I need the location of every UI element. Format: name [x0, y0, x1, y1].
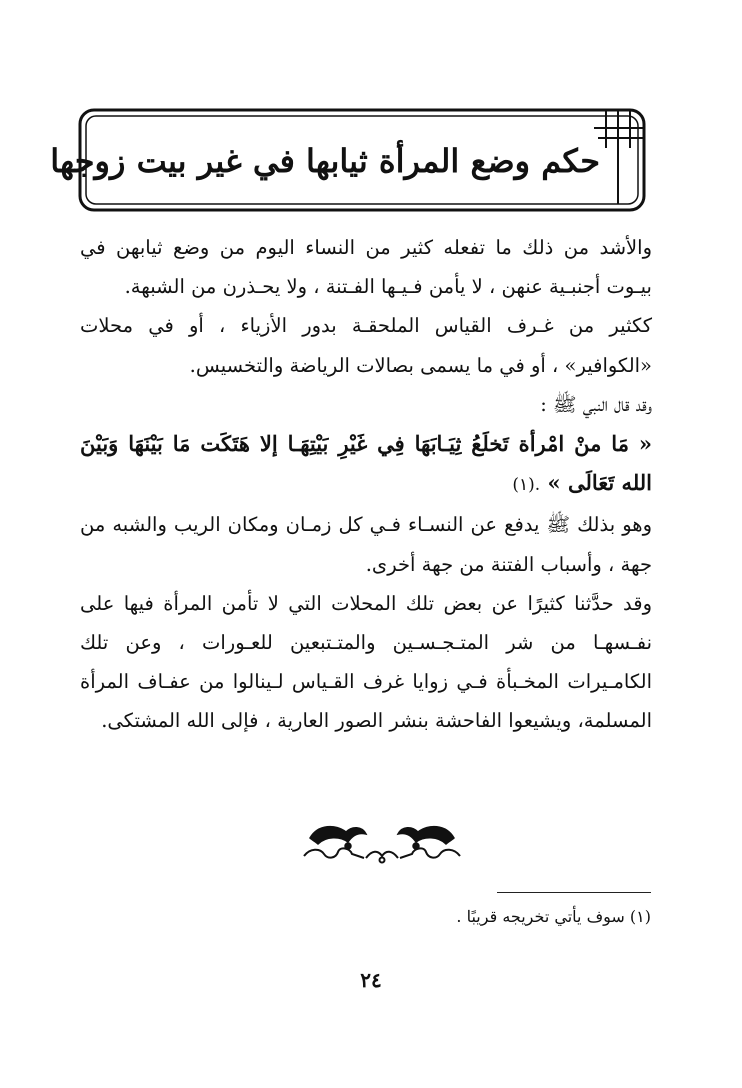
footnote-separator: [497, 892, 651, 893]
paragraph-3: وقد قال النبي ﷺ :: [540, 392, 652, 416]
hadith-text: « مَا منْ امْرأة تَخلَعُ ثِيَـابَهَا فِي غَيْرِ بَيْتِهَـا إلا هَتَكَت مَا بَيْنَهَا وَبَيْنَ الله تَعَالَى »: [80, 431, 652, 496]
footnote: (١) سوف يأتي تخريجه قريبًا .: [456, 907, 651, 926]
paragraph-2: ككثير من غـرف القياس الملحقـة بدور الأزياء ، أو في محلات «الكوافير» ، أو في ما يسمى بصالات الرياضة والتخسيس.: [80, 314, 652, 377]
page-title: حكم وضع المرأة ثيابها في غير بيت زوجها: [50, 142, 600, 180]
hadith-quote: [80, 424, 652, 505]
paragraph-4: وهو بذلك ﷺ يدفع عن النسـاء فـي كل زمـان ومكان الريب والشبه من جهة ، وأسباب الفتنة من جهة أخرى.: [80, 513, 652, 576]
paragraph-1: والأشد من ذلك ما تفعله كثير من النساء اليوم من وضع ثيابهن في بيـوت أجنبـية عنهن ، لا يأمن فـيـها الفـتنة ، ولا يحـذرن من الشبهة.: [80, 236, 652, 299]
section-divider-ornament: [296, 818, 468, 866]
hadith-reference: .(١): [512, 475, 541, 496]
body-text: [80, 228, 652, 741]
paragraph-5: وقد حدَّثنا كثيرًا عن بعض تلك المحلات التي لا تأمن المرأة فيها على نفـسهـا من شر المتـجـسـين والمتـتبعين للعـورات ، وعن تلك الكامـيرات المخـبأة فـي زوايا غرف القـياس لـينالوا من عفـاف المرأة المسلمة، ويشيعوا الفاحشة بنشر الصور العارية ، فإلى الله المشتكى.: [80, 591, 652, 733]
page-number: ٢٤: [360, 968, 382, 992]
